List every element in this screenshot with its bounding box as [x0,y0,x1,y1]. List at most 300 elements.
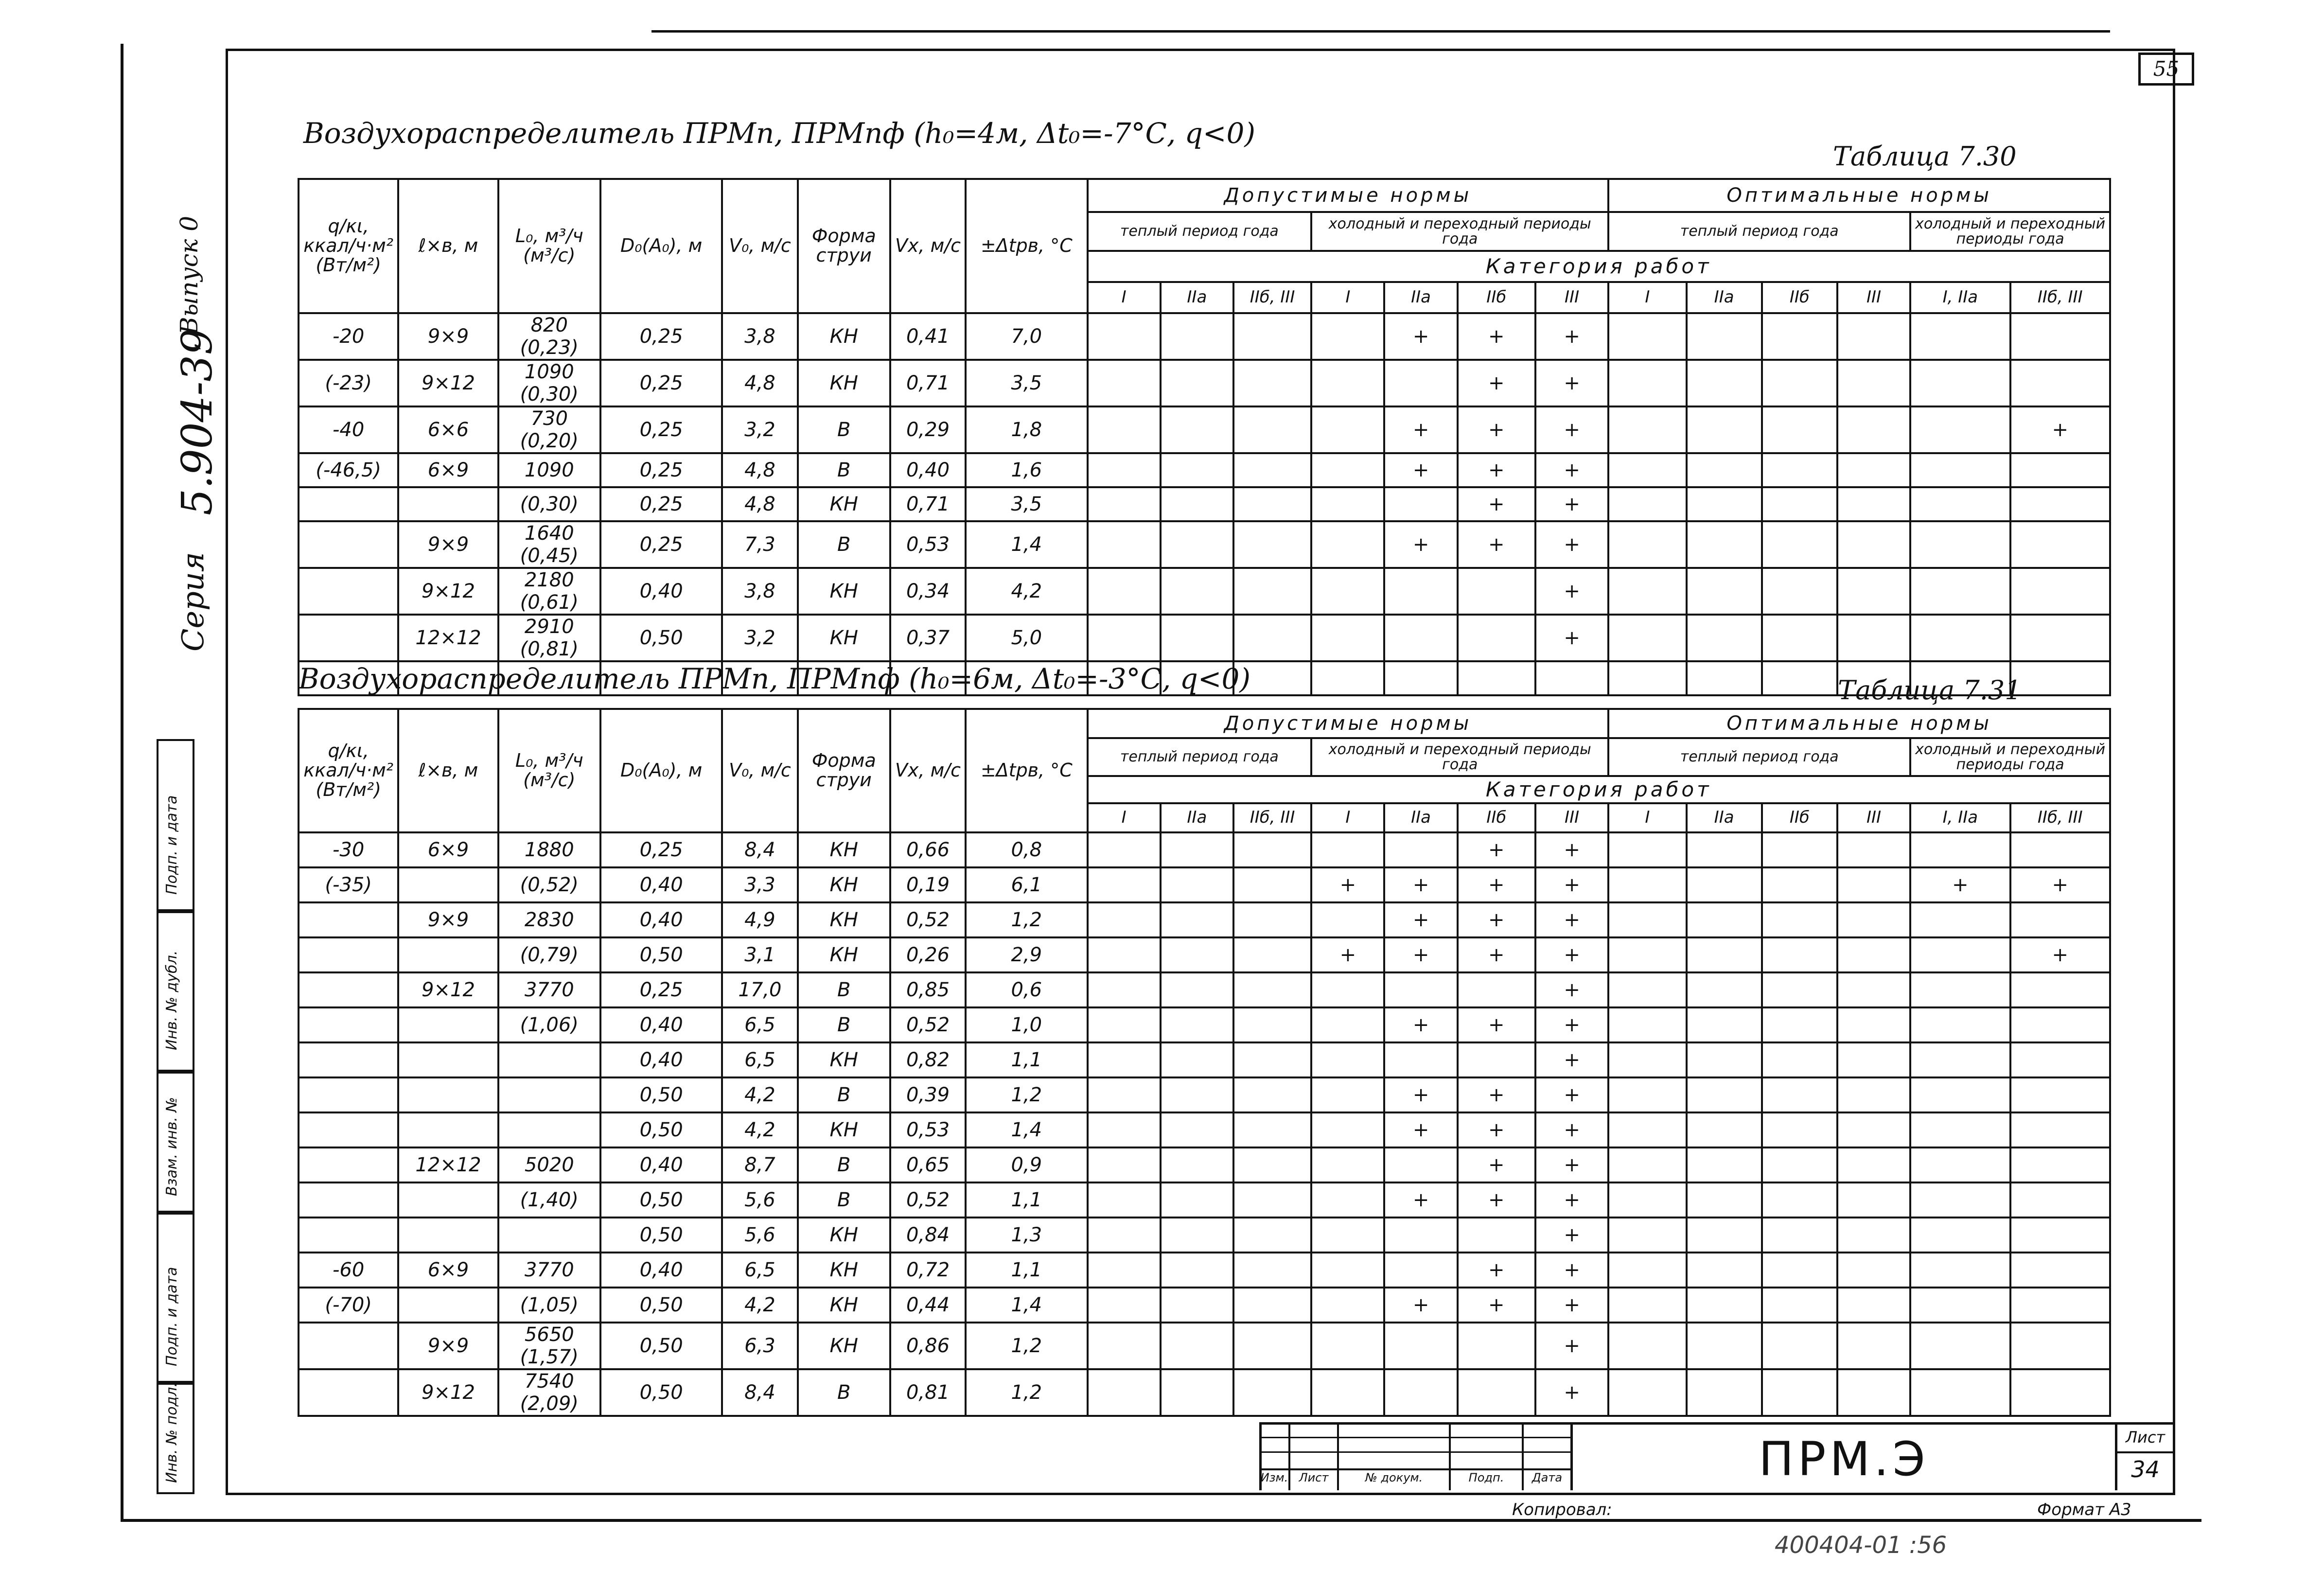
cell-l0: 7540 (2,09) [498,1369,600,1416]
cell-d0: 0,40 [600,568,722,615]
norm-mark [1161,1182,1233,1217]
norm-mark [1384,615,1457,661]
cell-vx: 0,82 [890,1042,966,1077]
sheet-corner-box [2138,53,2194,86]
norm-mark [1161,406,1233,453]
cell-dt: 0,9 [966,1147,1087,1182]
norm-mark [2010,1007,2110,1042]
header-opt: Оптимальные нормы [1608,709,2110,738]
norm-mark [2010,972,2110,1007]
cell-l0 [498,1042,600,1077]
cell-form: В [798,406,890,453]
cell-form: КН [798,902,890,937]
cell-d0: 0,25 [600,406,722,453]
table-row [299,1007,2110,1042]
cell-vx: 0,71 [890,360,966,406]
cell-form: КН [798,1042,890,1077]
cell-v0: 3,1 [722,937,797,972]
norm-mark [1161,1217,1233,1253]
norm-mark [1910,1323,2010,1369]
norm-mark: + [1384,1077,1457,1112]
cell-vx: 0,37 [890,615,966,661]
norm-mark [1687,568,1762,615]
cell-q: -30 [299,832,398,867]
norm-mark [1458,615,1535,661]
norm-mark: + [1384,902,1457,937]
norm-mark [2010,313,2110,360]
norm-mark [1762,487,1837,521]
table-row [299,1369,2110,1416]
norm-mark [1837,1112,1910,1147]
norm-mark: + [1535,1288,1608,1323]
stamp-label-doc: № докум. [1365,1471,1423,1484]
series-number: 5.904-39 [173,328,222,515]
cell-d0: 0,25 [600,521,722,568]
sheet-label: Лист [2125,1428,2166,1447]
cell-v0: 8,7 [722,1147,797,1182]
cell-q [299,1147,398,1182]
cell-dt: 1,1 [966,1253,1087,1288]
category-col-0: I [1088,803,1161,832]
norm-mark [1687,406,1762,453]
norm-mark: + [1384,1288,1457,1323]
cell-lb: 6×9 [398,453,498,487]
cell-v0: 17,0 [722,972,797,1007]
norm-mark [1458,568,1535,615]
norm-mark [1088,1147,1161,1182]
cell-form: В [798,1077,890,1112]
category-col-5: IIб [1458,282,1535,313]
norm-mark [1161,972,1233,1007]
cell-form: КН [798,1253,890,1288]
header-dop-warm: теплый период года [1088,738,1312,776]
cell-vx: 0,40 [890,453,966,487]
norm-mark [1687,867,1762,902]
norm-mark [1608,1147,1686,1182]
norm-mark [1233,615,1311,661]
norm-mark [1910,521,2010,568]
cell-q [299,937,398,972]
cell-v0: 3,8 [722,568,797,615]
norm-mark [1233,1147,1311,1182]
cell-d0: 0,25 [600,453,722,487]
table-730-label: Таблица 7.30 [1833,141,2017,172]
cell-lb [398,1007,498,1042]
norm-mark [1161,453,1233,487]
norm-mark [1762,568,1837,615]
norm-mark [1311,1147,1384,1182]
outer-frame-bottom-line [121,1519,2201,1522]
norm-mark [1762,867,1837,902]
cell-v0: 4,9 [722,902,797,937]
norm-mark: + [1535,972,1608,1007]
norm-mark: + [1458,937,1535,972]
cell-v0: 5,6 [722,1182,797,1217]
cell-dt: 1,6 [966,453,1087,487]
norm-mark [1088,1323,1161,1369]
norm-mark: + [1458,902,1535,937]
norm-mark [1161,615,1233,661]
cell-d0: 0,25 [600,487,722,521]
norm-mark [1088,568,1161,615]
norm-mark [1837,453,1910,487]
cell-q [299,615,398,661]
norm-mark: + [1384,453,1457,487]
table-row [299,1182,2110,1217]
table-row [299,1042,2110,1077]
header-opt-cold: холодный и переходный периоды года [1910,738,2110,776]
norm-mark: + [1458,1253,1535,1288]
norm-mark [2010,360,2110,406]
norm-mark [1837,1042,1910,1077]
norm-mark [1161,867,1233,902]
category-col-12: IIб, III [2010,282,2110,313]
norm-mark: + [1535,1369,1608,1416]
cell-q: (-35) [299,867,398,902]
norm-mark [1088,937,1161,972]
header-v0: V₀, м/с [722,709,797,832]
norm-mark [1458,1217,1535,1253]
norm-mark [1233,972,1311,1007]
issue-label: , Выпуск 0 [175,215,203,350]
category-col-8: IIа [1687,282,1762,313]
norm-mark [1535,661,1608,695]
cell-q [299,1007,398,1042]
norm-mark [1687,1288,1762,1323]
header-q: q/κι, ккал/ч·м² (Вт/м²) [299,179,398,313]
norm-mark [1088,1182,1161,1217]
cell-v0: 8,4 [722,832,797,867]
norm-mark [1608,615,1686,661]
norm-mark [1608,832,1686,867]
norm-mark [1384,832,1457,867]
norm-mark [1837,832,1910,867]
norm-mark: + [1535,832,1608,867]
norm-mark: + [1384,1112,1457,1147]
norm-mark [1837,521,1910,568]
category-col-1: IIа [1161,803,1233,832]
norm-mark [1088,1253,1161,1288]
norm-mark [1910,1288,2010,1323]
cell-vx: 0,52 [890,1007,966,1042]
norm-mark [1608,1112,1686,1147]
norm-mark [1608,867,1686,902]
cell-d0: 0,50 [600,1323,722,1369]
norm-mark [1910,1369,2010,1416]
norm-mark: + [1535,487,1608,521]
norm-mark [1088,453,1161,487]
stamp-label-1: Подп. и дата [163,795,180,895]
header-form: Форма струи [798,709,890,832]
norm-mark [1233,453,1311,487]
norm-mark [1762,406,1837,453]
norm-mark [1161,487,1233,521]
norm-mark [1608,1182,1686,1217]
category-col-4: IIа [1384,803,1457,832]
cell-lb: 6×6 [398,406,498,453]
norm-mark [1762,1147,1837,1182]
norm-mark [1233,487,1311,521]
cell-d0: 0,25 [600,832,722,867]
norm-mark [1088,832,1161,867]
cell-q: (-46,5) [299,453,398,487]
cell-dt: 1,3 [966,1217,1087,1253]
norm-mark [1910,1042,2010,1077]
cell-lb [398,1077,498,1112]
norm-mark [1311,615,1384,661]
norm-mark: + [2010,406,2110,453]
norm-mark [1088,1288,1161,1323]
norm-mark [1910,1147,2010,1182]
cell-q [299,1112,398,1147]
cell-l0: (1,05) [498,1288,600,1323]
category-col-2: IIб, III [1233,803,1311,832]
cell-v0: 3,2 [722,615,797,661]
cell-form: КН [798,1217,890,1253]
norm-mark [2010,487,2110,521]
header-opt: Оптимальные нормы [1608,179,2110,212]
norm-mark [1837,1007,1910,1042]
norm-mark [1762,313,1837,360]
norm-mark [1687,487,1762,521]
norm-mark [1837,972,1910,1007]
top-edge-line [651,30,2110,33]
cell-q [299,972,398,1007]
header-lb: ℓ×в, м [398,179,498,313]
stamp-label-4: Подп. и дата [163,1267,180,1366]
header-vx: Vx, м/с [890,179,966,313]
norm-mark [1161,902,1233,937]
norm-mark [1233,1217,1311,1253]
cell-dt: 1,2 [966,902,1087,937]
norm-mark [1311,1042,1384,1077]
norm-mark [2010,1217,2110,1253]
norm-mark [1233,1288,1311,1323]
norm-mark [1762,1042,1837,1077]
norm-mark: + [1535,1253,1608,1288]
norm-mark [1910,313,2010,360]
norm-mark [1608,313,1686,360]
cell-q [299,487,398,521]
table-row [299,360,2110,406]
norm-mark [1384,1369,1457,1416]
cell-lb [398,1217,498,1253]
cell-dt: 3,5 [966,487,1087,521]
norm-mark [1762,1369,1837,1416]
norm-mark [1608,1253,1686,1288]
norm-mark [1762,832,1837,867]
norm-mark [1161,521,1233,568]
cell-v0: 3,2 [722,406,797,453]
norm-mark [1687,972,1762,1007]
table-row [299,867,2110,902]
norm-mark [1837,1288,1910,1323]
cell-v0: 4,8 [722,487,797,521]
cell-v0: 6,5 [722,1253,797,1288]
norm-mark [1233,902,1311,937]
norm-mark [1088,406,1161,453]
norm-mark [2010,832,2110,867]
stamp-label-2: Инв. № дубл. [163,950,180,1050]
cell-vx: 0,81 [890,1369,966,1416]
norm-mark: + [1535,453,1608,487]
cell-lb: 9×9 [398,902,498,937]
category-col-10: III [1837,282,1910,313]
norm-mark [1088,615,1161,661]
cell-l0: (0,30) [498,487,600,521]
cell-l0: 1880 [498,832,600,867]
cell-lb: 9×12 [398,568,498,615]
cell-form: В [798,1369,890,1416]
norm-mark [1837,1323,1910,1369]
norm-mark [1311,661,1384,695]
norm-mark [1762,1217,1837,1253]
norm-mark [1687,1217,1762,1253]
norm-mark [1384,360,1457,406]
table-row [299,453,2110,487]
table-731-title: Воздухораспределитель ПРМп, ПРМпф (h₀=6м, Δt₀=-3°С, q<0) [299,662,1250,695]
cell-form: В [798,1007,890,1042]
category-col-9: IIб [1762,803,1837,832]
norm-mark [1233,1042,1311,1077]
cell-dt: 1,8 [966,406,1087,453]
cell-form: В [798,453,890,487]
cell-l0: (1,40) [498,1182,600,1217]
norm-mark [1687,615,1762,661]
norm-mark: + [2010,937,2110,972]
cell-d0: 0,50 [600,1288,722,1323]
norm-mark [1311,568,1384,615]
norm-mark [1161,1288,1233,1323]
header-d0: D₀(A₀), м [600,179,722,313]
norm-mark: + [1535,1323,1608,1369]
table-row [299,832,2110,867]
table-row [299,487,2110,521]
norm-mark [1910,1007,2010,1042]
norm-mark [1608,1369,1686,1416]
norm-mark [1311,832,1384,867]
norm-mark [1910,972,2010,1007]
norm-mark [1233,937,1311,972]
cell-form: КН [798,1112,890,1147]
title-block-sheet-line [2115,1451,2173,1453]
norm-mark [1161,568,1233,615]
norm-mark [1762,1112,1837,1147]
category-col-2: IIб, III [1233,282,1311,313]
header-opt-cold: холодный и переходный периоды года [1910,212,2110,251]
cell-form: КН [798,568,890,615]
cell-form: КН [798,832,890,867]
norm-mark: + [1384,1182,1457,1217]
norm-mark: + [1535,521,1608,568]
norm-mark [1311,972,1384,1007]
cell-v0: 7,3 [722,521,797,568]
norm-mark [1161,832,1233,867]
stamp-label-3: Взам. инв. № [163,1097,180,1196]
norm-mark: + [1458,453,1535,487]
cell-q [299,1077,398,1112]
norm-mark: + [1535,1217,1608,1253]
norm-mark: + [1535,902,1608,937]
stamp-label-date: Дата [1532,1471,1563,1484]
norm-mark: + [1535,937,1608,972]
norm-mark [1161,1147,1233,1182]
table-row [299,972,2110,1007]
norm-mark [1088,1217,1161,1253]
cell-d0: 0,25 [600,313,722,360]
cell-d0: 0,50 [600,937,722,972]
header-dop: Допустимые нормы [1088,709,1609,738]
cell-d0: 0,40 [600,867,722,902]
cell-lb: 9×9 [398,521,498,568]
table-731-label: Таблица 7.31 [1838,675,2022,706]
norm-mark [1161,1007,1233,1042]
norm-mark [1311,1077,1384,1112]
norm-mark [1311,1007,1384,1042]
norm-mark [1837,1253,1910,1288]
category-col-3: I [1311,803,1384,832]
norm-mark: + [1535,1182,1608,1217]
cell-vx: 0,34 [890,568,966,615]
cell-d0: 0,50 [600,1217,722,1253]
norm-mark: + [1535,1077,1608,1112]
norm-mark [2010,1147,2110,1182]
norm-mark [1233,1112,1311,1147]
cell-l0: (1,06) [498,1007,600,1042]
norm-mark [1762,360,1837,406]
stamp-label-5: Инв. № подл. [163,1382,180,1483]
cell-q [299,568,398,615]
norm-mark [1161,1253,1233,1288]
norm-mark [1311,1217,1384,1253]
cell-lb: 9×9 [398,1323,498,1369]
norm-mark [2010,1253,2110,1288]
norm-mark: + [1384,313,1457,360]
cell-l0: 820 (0,23) [498,313,600,360]
norm-mark [1910,1217,2010,1253]
norm-mark [1608,406,1686,453]
cell-form: КН [798,1323,890,1369]
cell-vx: 0,39 [890,1077,966,1112]
cell-vx: 0,65 [890,1147,966,1182]
cell-dt: 1,4 [966,521,1087,568]
norm-mark [1687,1323,1762,1369]
norm-mark [1233,568,1311,615]
norm-mark: + [2010,867,2110,902]
table-row [299,1323,2110,1369]
norm-mark: + [1458,1288,1535,1323]
cell-dt: 5,0 [966,615,1087,661]
norm-mark: + [1384,1007,1457,1042]
table-row [299,1253,2110,1288]
norm-mark [1458,661,1535,695]
category-col-4: IIа [1384,282,1457,313]
norm-mark [2010,1042,2110,1077]
norm-mark: + [1910,867,2010,902]
table-730 [298,178,2111,696]
norm-mark [2010,615,2110,661]
category-col-11: I, IIа [1910,803,2010,832]
norm-mark: + [1535,313,1608,360]
norm-mark [1161,1112,1233,1147]
header-l0: L₀, м³/ч (м³/с) [498,709,600,832]
norm-mark [1458,1042,1535,1077]
norm-mark [1311,453,1384,487]
table-731 [298,708,2111,1417]
norm-mark [1233,1182,1311,1217]
cell-v0: 3,8 [722,313,797,360]
table-row [299,1077,2110,1112]
